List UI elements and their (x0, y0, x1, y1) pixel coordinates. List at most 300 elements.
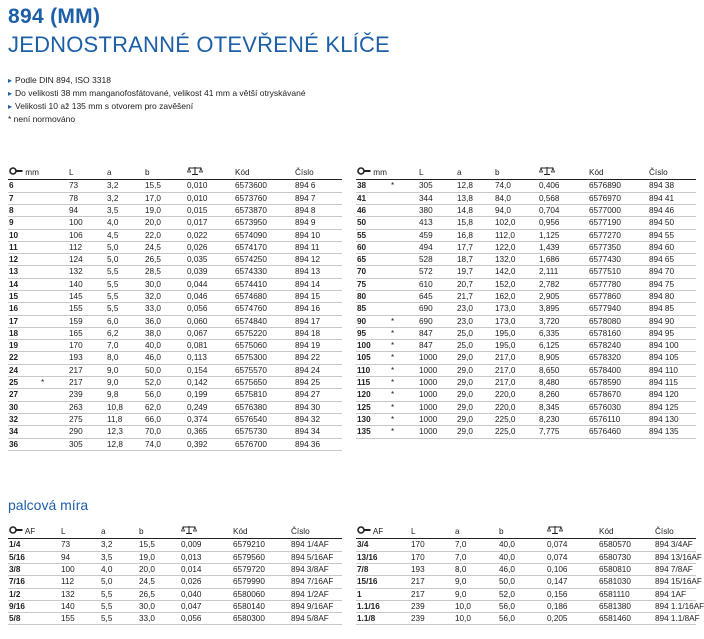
table-row (8, 278, 342, 290)
note-item: ▸ Velikosti 10 až 135 mm s otvorem pro zavěšení (8, 100, 306, 113)
cell-a: 5,5 (100, 600, 138, 612)
cell-number: 894 6 (294, 180, 342, 192)
cell-size: 90 (356, 315, 390, 327)
note-item: * není normováno (8, 114, 76, 124)
cell-number: 894 17 (294, 315, 342, 327)
cell-code: 6578400 (588, 364, 648, 376)
cell-star (396, 539, 410, 551)
cell-b: 162,0 (494, 291, 538, 303)
scale-weight-icon (187, 166, 203, 179)
cell-b: 152,0 (494, 278, 538, 290)
table-row (8, 389, 342, 401)
cell-b: 26,5 (144, 254, 186, 266)
table-row (8, 613, 342, 625)
table-row (8, 327, 342, 339)
table-row (356, 364, 696, 376)
cell-length: 112 (68, 241, 106, 253)
cell-star (40, 563, 60, 575)
cell-length: 645 (418, 291, 456, 303)
cell-length: 159 (68, 315, 106, 327)
cell-star (40, 204, 68, 216)
cell-code: 6575220 (234, 327, 294, 339)
cell-size: 6 (8, 180, 40, 192)
table-row (356, 229, 696, 241)
cell-code: 6573760 (234, 192, 294, 204)
table-row (8, 364, 342, 376)
cell-b: 74,0 (494, 180, 538, 192)
cell-code: 6581110 (598, 588, 654, 600)
table-row (8, 426, 342, 438)
cell-size: 7 (8, 192, 40, 204)
table-row (356, 389, 696, 401)
cell-weight: 0,047 (180, 600, 232, 612)
cell-code: 6578240 (588, 340, 648, 352)
cell-size: 27 (8, 389, 40, 401)
cell-weight: 0,013 (180, 551, 232, 563)
cell-weight: 0,704 (538, 204, 588, 216)
table-row (356, 254, 696, 266)
table-row (8, 413, 342, 425)
cell-code: 6576540 (234, 413, 294, 425)
cell-number: 894 50 (648, 217, 696, 229)
cell-code: 6574840 (234, 315, 294, 327)
cell-weight: 1,125 (538, 229, 588, 241)
cell-number: 894 25 (294, 377, 342, 389)
cell-a: 4,0 (100, 563, 138, 575)
cell-number: 894 100 (648, 340, 696, 352)
cell-code: 6574760 (234, 303, 294, 315)
header-number: Číslo (648, 166, 696, 180)
cell-number: 894 7/16AF (290, 576, 342, 588)
cell-size: 13 (8, 266, 40, 278)
cell-b: 225,0 (494, 426, 538, 438)
cell-number: 894 30 (294, 401, 342, 413)
scale-weight-icon (547, 525, 563, 538)
cell-size: 115 (356, 377, 390, 389)
cell-star (40, 340, 68, 352)
wrench-size-icon (357, 166, 371, 179)
cell-a: 9,0 (106, 364, 144, 376)
table-row (356, 563, 696, 575)
cell-star (40, 438, 68, 450)
cell-a: 13,8 (456, 192, 494, 204)
cell-star (40, 364, 68, 376)
cell-length: 1000 (418, 377, 456, 389)
cell-weight: 0,067 (186, 327, 234, 339)
cell-size: 110 (356, 364, 390, 376)
cell-code: 6576970 (588, 192, 648, 204)
cell-a: 6,2 (106, 327, 144, 339)
cell-a: 9,0 (454, 588, 498, 600)
cell-b: 142,0 (494, 266, 538, 278)
cell-star: * (390, 327, 418, 339)
table-row (8, 438, 342, 450)
cell-size: 12 (8, 254, 40, 266)
cell-weight: 0,154 (186, 364, 234, 376)
header-star (396, 525, 410, 539)
cell-code: 6579560 (232, 551, 290, 563)
cell-number: 894 15 (294, 291, 342, 303)
cell-length: 73 (68, 180, 106, 192)
cell-star: * (390, 401, 418, 413)
cell-weight: 0,374 (186, 413, 234, 425)
cell-code: 6574170 (234, 241, 294, 253)
cell-weight: 0,017 (186, 217, 234, 229)
table-row (8, 180, 342, 192)
cell-a: 3,2 (100, 539, 138, 551)
cell-number: 894 105 (648, 352, 696, 364)
cell-number: 894 85 (648, 303, 696, 315)
cell-length: 170 (410, 539, 454, 551)
cell-size: 22 (8, 352, 40, 364)
cell-weight: 0,074 (546, 539, 598, 551)
cell-size: 7/8 (356, 563, 396, 575)
cell-star (40, 327, 68, 339)
cell-a: 10,8 (106, 401, 144, 413)
table-row (8, 340, 342, 352)
header-l: L (60, 525, 100, 539)
cell-size: 1.1/8 (356, 613, 396, 625)
cell-b: 22,0 (144, 229, 186, 241)
cell-code: 6578160 (588, 327, 648, 339)
cell-weight: 8,480 (538, 377, 588, 389)
table-row (356, 204, 696, 216)
cell-star: * (390, 377, 418, 389)
header-b: b (498, 525, 546, 539)
cell-a: 20,7 (456, 278, 494, 290)
cell-size: 36 (8, 438, 40, 450)
cell-length: 1000 (418, 401, 456, 413)
cell-size: 70 (356, 266, 390, 278)
cell-code: 6577430 (588, 254, 648, 266)
cell-b: 50,0 (144, 364, 186, 376)
cell-code: 6578320 (588, 352, 648, 364)
cell-length: 572 (418, 266, 456, 278)
scale-weight-icon (539, 166, 555, 179)
cell-size: 125 (356, 401, 390, 413)
cell-b: 26,5 (138, 588, 180, 600)
cell-weight: 0,956 (538, 217, 588, 229)
cell-length: 73 (60, 539, 100, 551)
cell-code: 6575730 (234, 426, 294, 438)
cell-length: 610 (418, 278, 456, 290)
header-b: b (144, 166, 186, 180)
cell-weight: 0,014 (180, 563, 232, 575)
cell-a: 10,0 (454, 613, 498, 625)
cell-size: 30 (8, 401, 40, 413)
cell-size: 25 (8, 377, 40, 389)
cell-a: 4,0 (106, 217, 144, 229)
cell-b: 15,5 (138, 539, 180, 551)
cell-a: 29,0 (456, 352, 494, 364)
cell-weight: 8,345 (538, 401, 588, 413)
table-row (356, 551, 696, 563)
table-row (356, 340, 696, 352)
cell-length: 217 (410, 576, 454, 588)
cell-length: 165 (68, 327, 106, 339)
cell-star (390, 241, 418, 253)
cell-number: 894 1/2AF (290, 588, 342, 600)
cell-star (40, 413, 68, 425)
cell-b: 24,5 (144, 241, 186, 253)
cell-length: 217 (68, 377, 106, 389)
cell-b: 195,0 (494, 327, 538, 339)
cell-code: 6573870 (234, 204, 294, 216)
cell-weight: 0,026 (180, 576, 232, 588)
cell-size: 80 (356, 291, 390, 303)
cell-number: 894 60 (648, 241, 696, 253)
cell-length: 217 (68, 364, 106, 376)
cell-star (390, 229, 418, 241)
cell-length: 132 (68, 266, 106, 278)
table-row (8, 563, 342, 575)
header-a: a (106, 166, 144, 180)
cell-weight: 0,040 (180, 588, 232, 600)
table-row (356, 613, 696, 625)
cell-star (40, 588, 60, 600)
table-row (356, 217, 696, 229)
cell-number: 894 70 (648, 266, 696, 278)
cell-b: 225,0 (494, 413, 538, 425)
cell-b: 40,0 (144, 340, 186, 352)
header-size (8, 525, 40, 539)
cell-b: 217,0 (494, 364, 538, 376)
cell-weight: 0,009 (180, 539, 232, 551)
cell-weight: 0,147 (546, 576, 598, 588)
cell-size: 8 (8, 204, 40, 216)
table-row (356, 576, 696, 588)
page-title: 894 (MM) (8, 5, 101, 28)
cell-b: 19,0 (144, 204, 186, 216)
cell-length: 94 (68, 204, 106, 216)
cell-star: * (40, 377, 68, 389)
cell-star: * (390, 340, 418, 352)
cell-size: 100 (356, 340, 390, 352)
cell-weight: 8,650 (538, 364, 588, 376)
cell-weight: 0,406 (538, 180, 588, 192)
cell-weight: 8,260 (538, 389, 588, 401)
header-l: L (68, 166, 106, 180)
cell-length: 94 (60, 551, 100, 563)
cell-number: 894 95 (648, 327, 696, 339)
header-a: a (456, 166, 494, 180)
table-row (8, 204, 342, 216)
cell-size: 1/2 (8, 588, 40, 600)
cell-length: 106 (68, 229, 106, 241)
cell-star (396, 600, 410, 612)
cell-size: 3/8 (8, 563, 40, 575)
cell-size: 95 (356, 327, 390, 339)
cell-weight: 0,199 (186, 389, 234, 401)
cell-weight: 0,044 (186, 278, 234, 290)
table-row (8, 576, 342, 588)
cell-a: 8,0 (106, 352, 144, 364)
cell-a: 9,0 (454, 576, 498, 588)
table-row (356, 588, 696, 600)
cell-a: 7,0 (106, 340, 144, 352)
cell-star (396, 588, 410, 600)
header-weight (180, 525, 232, 539)
cell-length: 239 (410, 600, 454, 612)
cell-star: * (390, 352, 418, 364)
cell-b: 28,5 (144, 266, 186, 278)
cell-a: 25,0 (456, 340, 494, 352)
cell-code: 6577000 (588, 204, 648, 216)
cell-size: 15/16 (356, 576, 396, 588)
cell-weight: 0,010 (186, 192, 234, 204)
cell-star: * (390, 413, 418, 425)
cell-number: 894 27 (294, 389, 342, 401)
cell-star (396, 576, 410, 588)
cell-length: 170 (410, 551, 454, 563)
cell-star (40, 576, 60, 588)
cell-weight: 0,074 (546, 551, 598, 563)
cell-length: 847 (418, 340, 456, 352)
cell-star (40, 426, 68, 438)
table-row (356, 266, 696, 278)
cell-weight: 7,775 (538, 426, 588, 438)
cell-size: 38 (356, 180, 390, 192)
cell-number: 894 41 (648, 192, 696, 204)
cell-b: 33,0 (138, 613, 180, 625)
cell-star (390, 192, 418, 204)
cell-b: 220,0 (494, 389, 538, 401)
cell-code: 6577510 (588, 266, 648, 278)
cell-size: 105 (356, 352, 390, 364)
cell-code: 6577940 (588, 303, 648, 315)
cell-a: 10,0 (454, 600, 498, 612)
header-number: Číslo (294, 166, 342, 180)
cell-code: 6575300 (234, 352, 294, 364)
cell-size: 19 (8, 340, 40, 352)
cell-number: 894 19 (294, 340, 342, 352)
cell-weight: 0,113 (186, 352, 234, 364)
table-row (356, 600, 696, 612)
cell-code: 6574250 (234, 254, 294, 266)
cell-number: 894 120 (648, 389, 696, 401)
header-size-unit: AF (372, 527, 384, 536)
cell-code: 6574680 (234, 291, 294, 303)
cell-size: 7/16 (8, 576, 40, 588)
cell-b: 20,0 (138, 563, 180, 575)
cell-weight: 0,056 (186, 303, 234, 315)
cell-size: 1.1/16 (356, 600, 396, 612)
cell-number: 894 15/16AF (655, 577, 702, 587)
cell-b: 217,0 (494, 377, 538, 389)
cell-a: 6,0 (106, 315, 144, 327)
cell-a: 8,0 (454, 563, 498, 575)
cell-b: 195,0 (494, 340, 538, 352)
cell-star (390, 204, 418, 216)
cell-size: 9/16 (8, 600, 40, 612)
cell-b: 112,0 (494, 229, 538, 241)
cell-b: 30,0 (138, 600, 180, 612)
cell-size: 16 (8, 303, 40, 315)
cell-a: 16,8 (456, 229, 494, 241)
table-row (356, 539, 696, 551)
cell-number: 894 1.1/8AF (655, 614, 700, 624)
cell-b: 62,0 (144, 401, 186, 413)
cell-size: 10 (8, 229, 40, 241)
cell-weight: 0,142 (186, 377, 234, 389)
cell-b: 30,0 (144, 278, 186, 290)
cell-a: 9,0 (106, 377, 144, 389)
header-b: b (494, 166, 538, 180)
cell-star (40, 551, 60, 563)
cell-length: 380 (418, 204, 456, 216)
cell-weight: 0,039 (186, 266, 234, 278)
cell-number: 894 9 (294, 217, 342, 229)
cell-number: 894 16 (294, 303, 342, 315)
cell-a: 9,8 (106, 389, 144, 401)
cell-number: 894 55 (648, 229, 696, 241)
cell-b: 220,0 (494, 401, 538, 413)
cell-code: 6577350 (588, 241, 648, 253)
cell-weight: 0,046 (186, 291, 234, 303)
cell-b: 15,5 (144, 180, 186, 192)
cell-code: 6576460 (588, 426, 648, 438)
cell-weight: 0,022 (186, 229, 234, 241)
cell-length: 193 (410, 563, 454, 575)
header-size-unit: mm (25, 168, 39, 177)
cell-a: 11,8 (106, 413, 144, 425)
table-row (8, 217, 342, 229)
cell-length: 155 (68, 303, 106, 315)
header-size-unit: mm (373, 168, 387, 177)
cell-code: 6579720 (232, 563, 290, 575)
cell-size: 18 (8, 327, 40, 339)
header-l: L (418, 166, 456, 180)
cell-length: 100 (68, 217, 106, 229)
cell-number: 894 46 (648, 204, 696, 216)
cell-length: 100 (60, 563, 100, 575)
cell-a: 5,5 (100, 588, 138, 600)
cell-star (396, 563, 410, 575)
cell-code: 6580140 (232, 600, 290, 612)
wrench-size-icon (9, 166, 23, 179)
cell-size: 5/8 (8, 613, 40, 625)
cell-code: 6579990 (232, 576, 290, 588)
cell-code: 6576110 (588, 413, 648, 425)
cell-star: * (390, 389, 418, 401)
cell-a: 5,5 (106, 278, 144, 290)
cell-size: 13/16 (356, 551, 396, 563)
cell-b: 132,0 (494, 254, 538, 266)
cell-length: 1000 (418, 352, 456, 364)
cell-weight: 0,015 (186, 204, 234, 216)
wrench-size-icon (9, 525, 23, 538)
cell-a: 15,8 (456, 217, 494, 229)
table-row (8, 401, 342, 413)
cell-weight: 0,249 (186, 401, 234, 413)
cell-code: 6577780 (588, 278, 648, 290)
cell-number: 894 115 (648, 377, 696, 389)
cell-a: 25,0 (456, 327, 494, 339)
cell-code: 6573600 (234, 180, 294, 192)
cell-code: 6576030 (588, 401, 648, 413)
cell-b: 70,0 (144, 426, 186, 438)
cell-b: 122,0 (494, 241, 538, 253)
cell-star: * (390, 180, 418, 192)
header-size (356, 166, 390, 180)
table-row (8, 291, 342, 303)
cell-a: 3,5 (106, 204, 144, 216)
table-row (8, 254, 342, 266)
table-row (8, 315, 342, 327)
table-mm-right (356, 166, 696, 439)
table-row (356, 377, 696, 389)
cell-star (40, 539, 60, 551)
